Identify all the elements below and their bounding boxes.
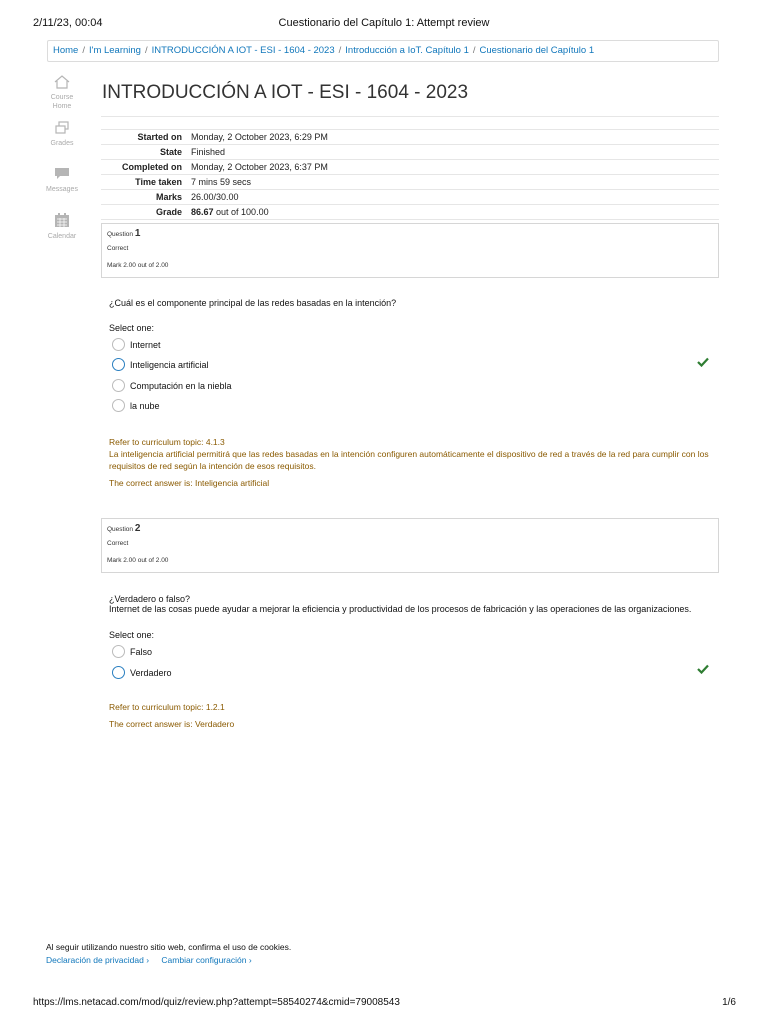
- sidebar-item-label: Home: [52, 103, 72, 110]
- chevron-right-icon: ›: [248, 955, 252, 965]
- breadcrumb-home[interactable]: Home: [53, 45, 79, 56]
- select-one-prompt: Select one:: [109, 630, 155, 640]
- option-label: Inteligencia artificial: [130, 360, 209, 370]
- print-datetime: 2/11/23, 00:04: [33, 17, 103, 29]
- sidebar-item-label: Course: [50, 94, 74, 101]
- summary-label: Marks: [155, 192, 182, 202]
- print-url: https://lms.netacad.com/mod/quiz/review.php?attempt=58540274&cmid=79008543: [33, 997, 400, 1008]
- question-label: Question: [107, 231, 134, 238]
- cookie-settings-link-label: Cambiar configuración: [161, 955, 247, 965]
- summary-value: [188, 205, 719, 220]
- question-label: Question: [107, 526, 134, 533]
- summary-label: Completed on: [122, 162, 182, 172]
- print-page-number: 1/6: [722, 997, 736, 1008]
- page-title: INTRODUCCIÓN A IOT - ESI - 1604 - 2023: [102, 82, 469, 103]
- summary-value: 26.00/30.00: [191, 192, 239, 202]
- summary-label: Started on: [137, 132, 182, 142]
- grade-score: 86.67: [191, 207, 214, 217]
- question-1-feedback: [109, 436, 709, 489]
- question-text-line: ¿Verdadero o falso?: [109, 594, 191, 604]
- question-number-value: 1: [134, 228, 141, 239]
- table-row: [101, 130, 719, 145]
- breadcrumb-separator: /: [144, 45, 148, 56]
- question-1-text: ¿Cuál es el componente principal de las redes basadas en la intención?: [109, 298, 397, 308]
- breadcrumb: [47, 40, 719, 62]
- sidebar-item-label: Calendar: [47, 233, 77, 240]
- question-2-info: [101, 518, 719, 573]
- correct-answer: The correct answer is: Verdadero: [109, 719, 235, 729]
- messages-icon: [54, 167, 70, 181]
- privacy-link-label: Declaración de privacidad: [46, 955, 144, 965]
- sidebar-item-calendar[interactable]: [40, 213, 84, 259]
- print-page-title: Cuestionario del Capítulo 1: Attempt review: [278, 17, 490, 29]
- cookie-links: [46, 955, 262, 965]
- cookie-settings-link[interactable]: [161, 955, 251, 965]
- divider: [101, 116, 719, 117]
- summary-value: 7 mins 59 secs: [191, 177, 252, 187]
- breadcrumb-course[interactable]: INTRODUCCIÓN A IOT - ESI - 1604 - 2023: [151, 45, 335, 56]
- correct-answer: The correct answer is: Inteligencia artificial: [109, 478, 270, 488]
- breadcrumb-separator: /: [472, 45, 476, 56]
- curriculum-topic: Refer to curriculum topic: 4.1.3: [109, 437, 225, 447]
- sidebar-item-label: Grades: [50, 140, 74, 147]
- chevron-right-icon: ›: [146, 955, 150, 965]
- question-2-feedback: [109, 701, 709, 730]
- question-text-line: Internet de las cosas puede ayudar a mejorar la eficiencia y productividad de los procesos de fabricación y las operaciones de las organizaciones.: [109, 604, 692, 614]
- breadcrumb-im-learning[interactable]: I'm Learning: [88, 45, 141, 56]
- table-row: [101, 175, 719, 190]
- summary-label: Time taken: [135, 177, 182, 187]
- breadcrumb-separator: /: [338, 45, 342, 56]
- sidebar-item-grades[interactable]: [40, 121, 84, 167]
- sidebar: [40, 75, 84, 259]
- question-2-text: [109, 594, 691, 614]
- table-row: [101, 145, 719, 160]
- option-label: Computación en la niebla: [130, 381, 232, 391]
- radio-button-selected[interactable]: [112, 666, 125, 679]
- breadcrumb-chapter[interactable]: Introducción a IoT. Capítulo 1: [345, 45, 469, 56]
- radio-button[interactable]: [112, 645, 125, 658]
- correct-check-icon: [697, 357, 709, 367]
- sidebar-item-course-home[interactable]: [40, 75, 84, 121]
- radio-button[interactable]: [112, 379, 125, 392]
- breadcrumb-quiz[interactable]: Cuestionario del Capítulo 1: [479, 45, 595, 56]
- question-number-value: 2: [134, 523, 141, 534]
- calendar-icon: [54, 213, 70, 228]
- radio-button[interactable]: [112, 399, 125, 412]
- radio-button-selected[interactable]: [112, 358, 125, 371]
- summary-label: Grade: [155, 207, 182, 217]
- sidebar-item-label: Messages: [46, 186, 78, 193]
- summary-value: Monday, 2 October 2023, 6:29 PM: [191, 132, 328, 142]
- print-header: [0, 17, 768, 31]
- privacy-link[interactable]: [46, 955, 149, 965]
- print-footer: [0, 997, 768, 1011]
- summary-value: Finished: [191, 147, 226, 157]
- home-icon: [53, 75, 71, 89]
- feedback-explanation: La inteligencia artificial permitirá que las redes basadas en la intención configuren automáticamente el dispositivo de red a través de la red para cumplir con los requisitos de red según la intención de esos requisitos.: [109, 449, 709, 471]
- select-one-prompt: Select one:: [109, 323, 155, 333]
- option-label: Falso: [130, 647, 153, 657]
- table-row: [101, 190, 719, 205]
- summary-label: State: [159, 147, 182, 157]
- question-mark: Mark 2.00 out of 2.00: [107, 557, 169, 564]
- question-mark: Mark 2.00 out of 2.00: [107, 262, 169, 269]
- radio-button[interactable]: [112, 338, 125, 351]
- question-number: [107, 228, 713, 239]
- grade-out-of: out of 100.00: [213, 207, 269, 217]
- question-state: Correct: [107, 540, 129, 547]
- option-label: Verdadero: [130, 668, 172, 678]
- question-number: [107, 523, 713, 534]
- question-state: Correct: [107, 245, 129, 252]
- correct-check-icon: [697, 664, 709, 674]
- question-1-info: [101, 223, 719, 278]
- table-row: [101, 205, 719, 220]
- option-label: la nube: [130, 401, 160, 411]
- attempt-summary-table: [101, 129, 719, 220]
- summary-value: Monday, 2 October 2023, 6:37 PM: [191, 162, 328, 172]
- option-label: Internet: [130, 340, 161, 350]
- breadcrumb-separator: /: [82, 45, 85, 56]
- table-row: [101, 160, 719, 175]
- sidebar-item-messages[interactable]: [40, 167, 84, 213]
- curriculum-topic: Refer to curriculum topic: 1.2.1: [109, 702, 225, 712]
- grades-icon: [54, 121, 70, 135]
- cookie-notice: Al seguir utilizando nuestro sitio web, confirma el uso de cookies.: [46, 942, 292, 952]
